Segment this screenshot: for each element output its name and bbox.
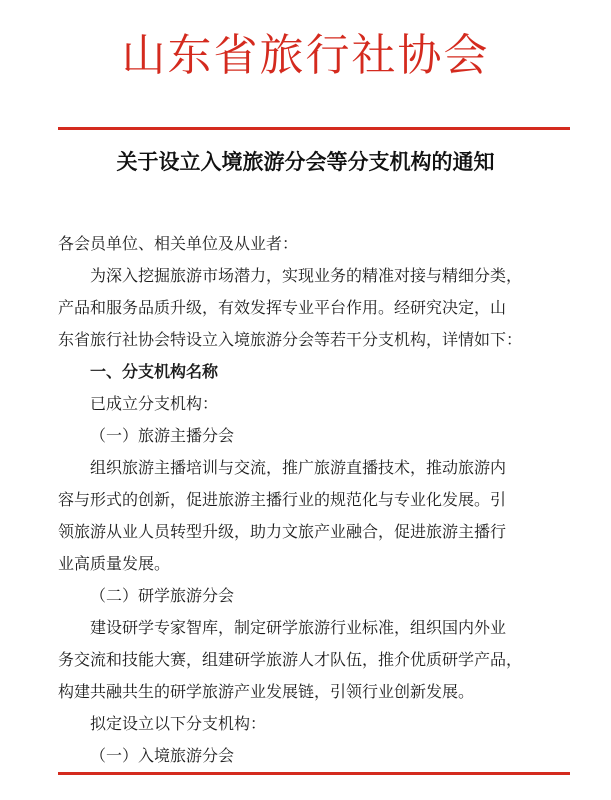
salutation: 各会员单位、相关单位及从业者： xyxy=(58,234,299,253)
intro-line: 产品和服务品质升级，有效发挥专业平台作用。经研究决定，山 xyxy=(58,298,507,317)
letterhead-red-rule xyxy=(58,127,570,130)
branch-line: 务交流和技能大赛，组建研学旅游人才队伍，推介优质研学产品， xyxy=(58,650,523,669)
letterhead-org-name: 山东省旅行社协会 xyxy=(121,30,490,81)
branch-heading: （一）旅游主播分会 xyxy=(90,426,235,445)
branch-line: 组织旅游主播培训与交流，推广旅游直播技术，推动旅游内 xyxy=(90,458,507,477)
branch-heading: （二）研学旅游分会 xyxy=(90,586,235,605)
branch-line: 构建共融共生的研学旅游产业发展链，引领行业创新发展。 xyxy=(58,682,475,701)
document-title: 关于设立入境旅游分会等分支机构的通知 xyxy=(116,149,495,174)
intro-line: 东省旅行社协会特设立入境旅游分会等若干分支机构，详情如下： xyxy=(58,330,523,349)
section-heading: 一、分支机构名称 xyxy=(90,362,219,381)
planned-label: 拟定设立以下分支机构： xyxy=(90,714,267,733)
planned-branch-heading: （一）入境旅游分会 xyxy=(90,746,235,765)
branch-line: 业高质量发展。 xyxy=(58,554,171,573)
footer-red-rule xyxy=(58,772,570,775)
intro-line: 为深入挖掘旅游市场潜力，实现业务的精准对接与精细分类， xyxy=(90,266,523,285)
branch-line: 建设研学专家智库，制定研学旅游行业标准，组织国内外业 xyxy=(90,618,507,637)
branch-line: 领旅游从业人员转型升级，助力文旅产业融合，促进旅游主播行 xyxy=(58,522,507,541)
established-label: 已成立分支机构： xyxy=(90,394,219,413)
document-body xyxy=(58,228,578,772)
branch-line: 容与形式的创新，促进旅游主播行业的规范化与专业化发展。引 xyxy=(58,490,507,509)
